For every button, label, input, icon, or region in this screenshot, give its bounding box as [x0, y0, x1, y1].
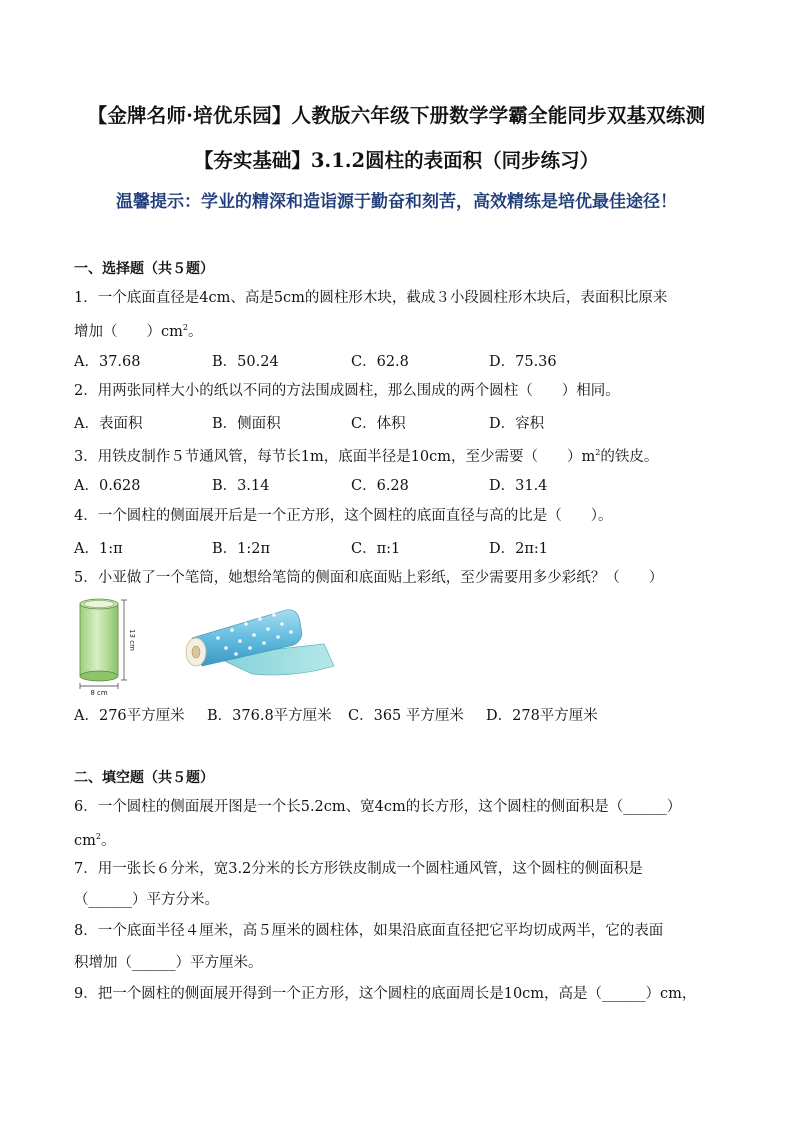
cylinder-width-label: 8 cm — [90, 689, 108, 696]
option-a[interactable]: A．0.628 — [74, 478, 141, 494]
question-2-options — [74, 412, 734, 432]
option-d[interactable]: D．31.4 — [489, 478, 548, 494]
question-5-text: 5．小亚做了一个笔筒，她想给笔筒的侧面和底面贴上彩纸，至少需要用多少彩纸？（ ） — [74, 570, 664, 586]
section-heading-fill: 二、填空题（共５题） — [74, 770, 214, 786]
question-1-options — [74, 350, 734, 370]
tip-banner: 温馨提示：学业的精深和造诣源于勤奋和刻苦，高效精练是培优最佳途径！ — [116, 192, 677, 212]
option-d[interactable]: D．2π:1 — [489, 541, 548, 557]
question-8-text-cont: 积增加（______）平方厘米。 — [74, 955, 263, 971]
question-2-text: 2．用两张同样大小的纸以不同的方法围成圆柱，那么围成的两个圆柱（ ）相同。 — [74, 383, 620, 399]
question-1-text: 1．一个底面直径是4cm、高是5cm的圆柱形木块，截成３小段圆柱形木块后，表面积比原来 — [74, 290, 668, 306]
document-title: 【金牌名师·培优乐园】人教版六年级下册数学学霸全能同步双基双练测 — [87, 104, 706, 127]
question-6-text-cont: $cm^2$。 — [74, 832, 116, 849]
option-d[interactable]: D．278平方厘米 — [486, 708, 598, 724]
question-8-text: 8．一个底面半径４厘米，高５厘米的圆柱体，如果沿底面直径把它平均切成两半，它的表面 — [74, 923, 664, 939]
option-d[interactable]: D．75.36 — [489, 354, 557, 370]
question-3-options — [74, 474, 734, 494]
question-5-options — [74, 704, 734, 724]
option-a[interactable]: A．表面积 — [74, 416, 143, 432]
option-b[interactable]: B．侧面积 — [212, 416, 281, 432]
option-b[interactable]: B．1:2π — [212, 541, 271, 557]
question-7-text: 7．用一张长６分米，宽3.2分米的长方形铁皮制成一个圆柱通风管，这个圆柱的侧面积是 — [74, 861, 643, 877]
cylinder-height-label: 13 cm — [128, 629, 136, 651]
document-subtitle: 【夯实基础】3.1.2圆柱的表面积（同步练习） — [193, 149, 600, 172]
option-b[interactable]: B．50.24 — [212, 354, 279, 370]
option-a[interactable]: A．1:π — [74, 541, 123, 557]
option-b[interactable]: B．3.14 — [212, 478, 270, 494]
option-c[interactable]: C．6.28 — [351, 478, 409, 494]
question-7-text-cont: （______）平方分米。 — [74, 892, 219, 908]
option-b[interactable]: B．376.8平方厘米 — [207, 708, 332, 724]
option-a[interactable]: A．276平方厘米 — [74, 708, 185, 724]
question-3-text: 3．用铁皮制作５节通风管，每节长1m，底面半径是10cm，至少需要（ ）$m^2$的铁皮。 — [74, 448, 659, 465]
section-heading-choice: 一、选择题（共５题） — [74, 261, 214, 277]
question-4-text: 4．一个圆柱的侧面展开后是一个正方形，这个圆柱的底面直径与高的比是（ ）。 — [74, 508, 613, 524]
option-c[interactable]: C．π:1 — [351, 541, 401, 557]
option-c[interactable]: C．62.8 — [351, 354, 409, 370]
paper-roll-figure — [174, 604, 344, 684]
question-1-text-cont: 增加（ ）$cm^2$。 — [74, 323, 203, 340]
question-4-options — [74, 537, 734, 557]
question-6-text: 6．一个圆柱的侧面展开图是一个长5.2cm、宽4cm的长方形，这个圆柱的侧面积是（______） — [74, 799, 682, 815]
option-c[interactable]: C．体积 — [351, 416, 406, 432]
option-d[interactable]: D．容积 — [489, 416, 545, 432]
question-5-figures — [74, 596, 374, 696]
option-a[interactable]: A．37.68 — [74, 354, 141, 370]
option-c[interactable]: C．365 平方厘米 — [348, 708, 464, 724]
question-9-text: 9．把一个圆柱的侧面展开得到一个正方形，这个圆柱的底面周长是10cm，高是（______）cm， — [74, 986, 697, 1002]
cylinder-figure — [74, 596, 144, 696]
